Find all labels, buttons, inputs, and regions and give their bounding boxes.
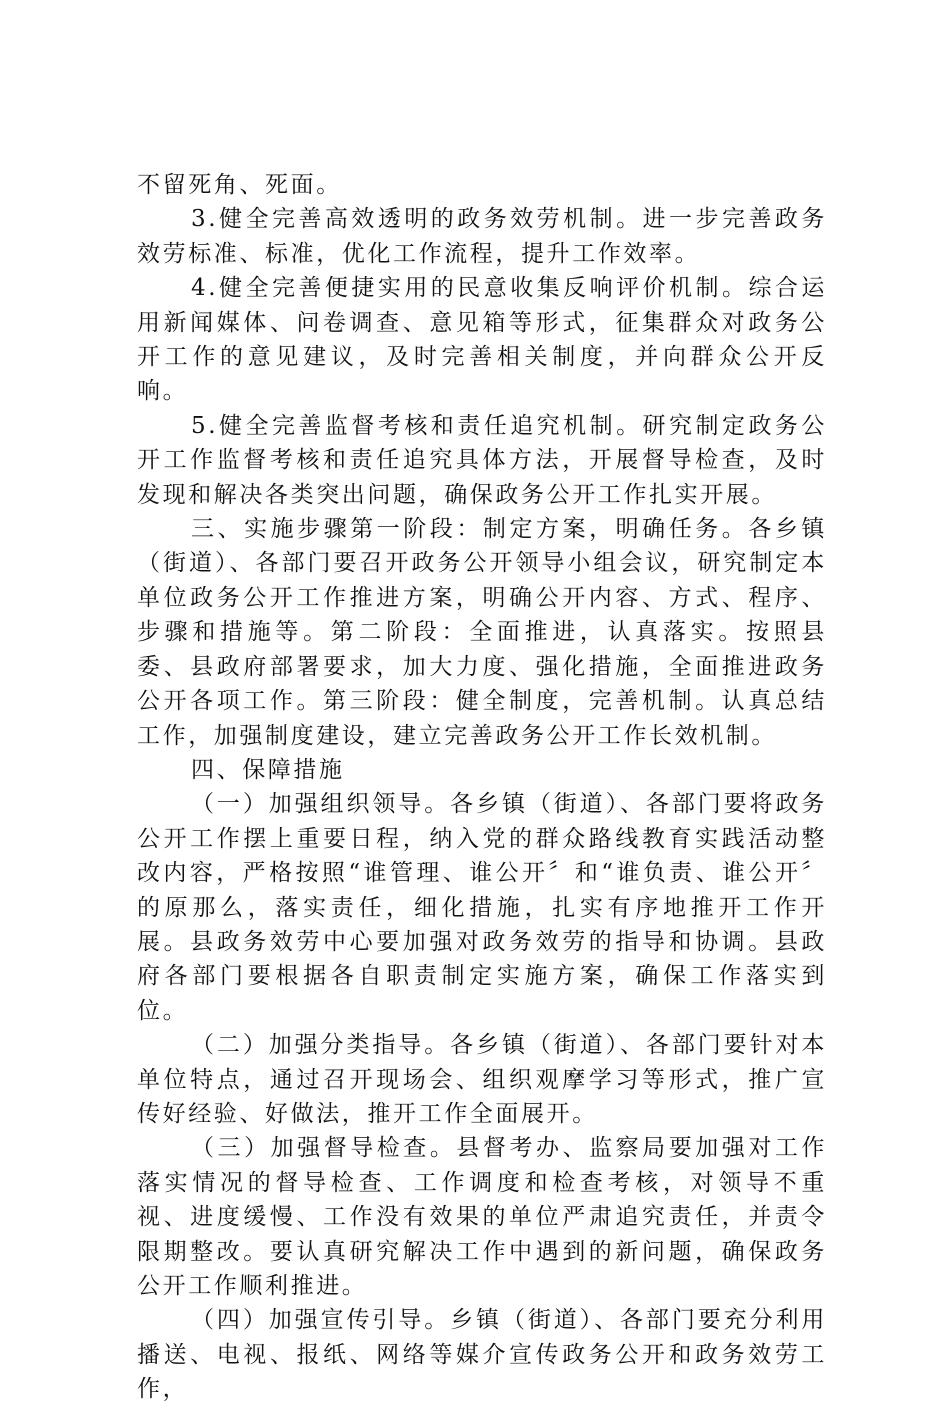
paragraph: 4.健全完善便捷实用的民意收集反响评价机制。综合运用新闻媒体、问卷调查、意见箱等形式，征集群众对政务公开工作的意见建议，及时完善相关制度，并向群众公开反响。 [137, 275, 827, 405]
section-heading: 四、保障措施 [191, 756, 345, 783]
paragraph: （二）加强分类指导。各乡镇（街道）、各部门要针对本单位特点，通过召开现场会、组织观摩学习等形式，推广宣传好经验、好做法，推开工作全面展开。 [137, 1032, 827, 1127]
document-body [137, 168, 827, 1407]
paragraph: 三、实施步骤第一阶段：制定方案，明确任务。各乡镇（街道）、各部门要召开政务公开领导小组会议，研究制定本单位政务公开工作推进方案，明确公开内容、方式、程序、步骤和措施等。第二阶段：全面推进，认真落实。按照县委、县政府部署要求，加大力度、强化措施，全面推进政务公开各项工作。第三阶段：健全制度，完善机制。认真总结工作，加强制度建设，建立完善政务公开工作长效机制。 [137, 516, 827, 749]
paragraph: （三）加强督导检查。县督考办、监察局要加强对工作落实情况的督导检查、工作调度和检查考核，对领导不重视、进度缓慢、工作没有效果的单位严肃追究责任，并责令限期整改。要认真研究解决工作中遇到的新问题，确保政务公开工作顺利推进。 [137, 1135, 827, 1299]
paragraph: 5.健全完善监督考核和责任追究机制。研究制定政务公开工作监督考核和责任追究具体方法，开展督导检查，及时发现和解决各类突出问题，确保政务公开工作扎实开展。 [137, 412, 827, 508]
paragraph: （四）加强宣传引导。乡镇（街道）、各部门要充分利用播送、电视、报纸、网络等媒介宣传政务公开和政务效劳工作， [137, 1307, 827, 1403]
paragraph: 不留死角、死面。 [137, 172, 342, 198]
paragraph: 3.健全完善高效透明的政务效劳机制。进一步完善政务效劳标准、标准，优化工作流程，提升工作效率。 [137, 206, 827, 267]
paragraph: （一）加强组织领导。各乡镇（街道）、各部门要将政务公开工作摆上重要日程，纳入党的群众路线教育实践活动整改内容，严格按照“谁管理、谁公开〞和“谁负责、谁公开〞的原那么，落实责任，细化措施，扎实有序地推开工作开展。县政务效劳中心要加强对政务效劳的指导和协调。县政府各部门要根据各自职责制定实施方案，确保工作落实到位。 [137, 791, 827, 1024]
